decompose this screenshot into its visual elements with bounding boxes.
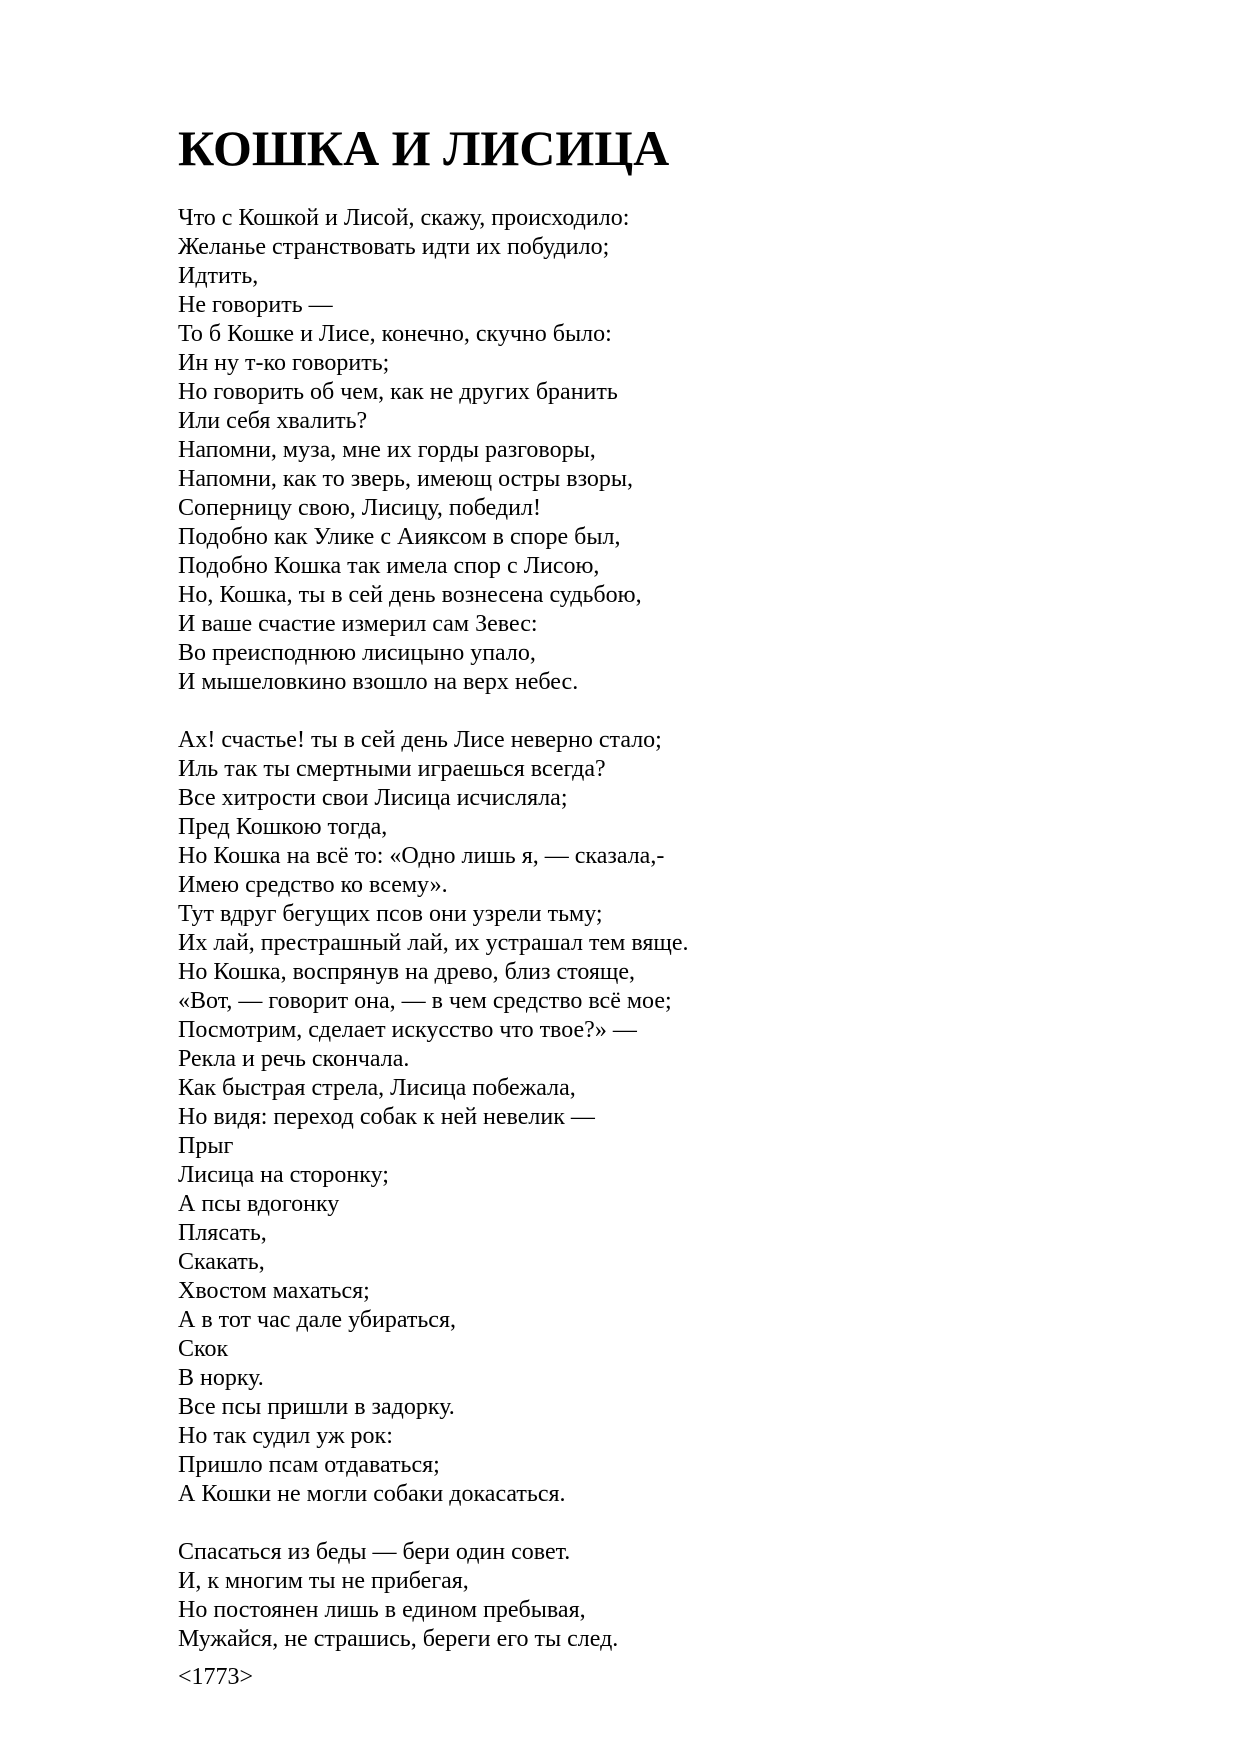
poem-line: Скок [178, 1336, 229, 1362]
poem-date: <1773> [178, 1664, 254, 1690]
poem-line: Что с Кошкой и Лисой, скажу, происходило: [178, 205, 630, 231]
poem-line: Но Кошка на всё то: «Одно лишь я, — сказала,- [178, 843, 665, 869]
poem-line: И мышеловкино взошло на верх небес. [178, 669, 579, 695]
poem-line: И ваше счастие измерил сам Зевес: [178, 611, 538, 637]
poem-line: Но Кошка, воспрянув на древо, близ стояще, [178, 959, 636, 985]
poem-line: Но видя: переход собак к ней невелик — [178, 1104, 595, 1130]
poem-line: А Кошки не могли собаки докасаться. [178, 1481, 566, 1507]
poem-line: Прыг [178, 1133, 234, 1159]
poem-line: А псы вдогонку [178, 1191, 340, 1217]
poem-line: Ин ну т-ко говорить; [178, 350, 390, 376]
poem-line: Все псы пришли в задорку. [178, 1394, 455, 1420]
poem-line: Идтить, [178, 263, 259, 289]
poem-line: «Вот, — говорит она, — в чем средство всё мое; [178, 988, 672, 1014]
stanza [178, 1538, 1178, 1654]
poem-line: И, к многим ты не прибегая, [178, 1568, 469, 1594]
poem-line: Но говорить об чем, как не других бранить [178, 379, 618, 405]
poem-line: Пришло псам отдаваться; [178, 1452, 440, 1478]
poem-line: Или себя хвалить? [178, 408, 368, 434]
poem-line: Хвостом махаться; [178, 1278, 370, 1304]
poem-line: Не говорить — [178, 292, 333, 318]
poem-line: Лисица на сторонку; [178, 1162, 389, 1188]
poem-line: Ах! счастье! ты в сей день Лисе неверно стало; [178, 727, 662, 753]
poem-line: Пред Кошкою тогда, [178, 814, 388, 840]
poem-line: Их лай, престрашный лай, их устрашал тем вяще. [178, 930, 689, 956]
poem-line: Все хитрости свои Лисица исчисляла; [178, 785, 568, 811]
poem-line: То б Кошке и Лисе, конечно, скучно было: [178, 321, 612, 347]
poem-line: Подобно Кошка так имела спор с Лисою, [178, 553, 600, 579]
poem-title: КОШКА И ЛИСИЦА [178, 120, 670, 176]
poem-line: Имею средство ко всему». [178, 872, 448, 898]
poem-line: Желанье странствовать идти их побудило; [178, 234, 610, 260]
stanza [178, 726, 1178, 1509]
poem-line: Тут вдруг бегущих псов они узрели тьму; [178, 901, 603, 927]
poem-line: Но так судил уж рок: [178, 1423, 393, 1449]
poem-line: Соперницу свою, Лисицу, победил! [178, 495, 541, 521]
poem-line: Спасаться из беды — бери один совет. [178, 1539, 571, 1565]
stanza [178, 204, 1178, 697]
poem-line: Но постоянен лишь в едином пребывая, [178, 1597, 586, 1623]
poem-line: Рекла и речь скончала. [178, 1046, 410, 1072]
poem-line: В норку. [178, 1365, 264, 1391]
poem-line: Напомни, как то зверь, имеющ остры взоры, [178, 466, 634, 492]
poem-line: Как быстрая стрела, Лисица побежала, [178, 1075, 576, 1101]
poem-line: Подобно как Улике с Аияксом в споре был, [178, 524, 621, 550]
poem-line: Посмотрим, сделает искусство что твое?» — [178, 1017, 637, 1043]
poem-line: Плясать, [178, 1220, 267, 1246]
poem-line: Мужайся, не страшись, береги его ты след. [178, 1626, 619, 1652]
poem-line: Напомни, муза, мне их горды разговоры, [178, 437, 596, 463]
poem-line: Во преисподнюю лисицыно упало, [178, 640, 536, 666]
poem-line: А в тот час дале убираться, [178, 1307, 456, 1333]
poem-line: Иль так ты смертными играешься всегда? [178, 756, 606, 782]
poem-line: Скакать, [178, 1249, 265, 1275]
poem-line: Но, Кошка, ты в сей день вознесена судьбою, [178, 582, 642, 608]
poem-body [178, 204, 1178, 1683]
